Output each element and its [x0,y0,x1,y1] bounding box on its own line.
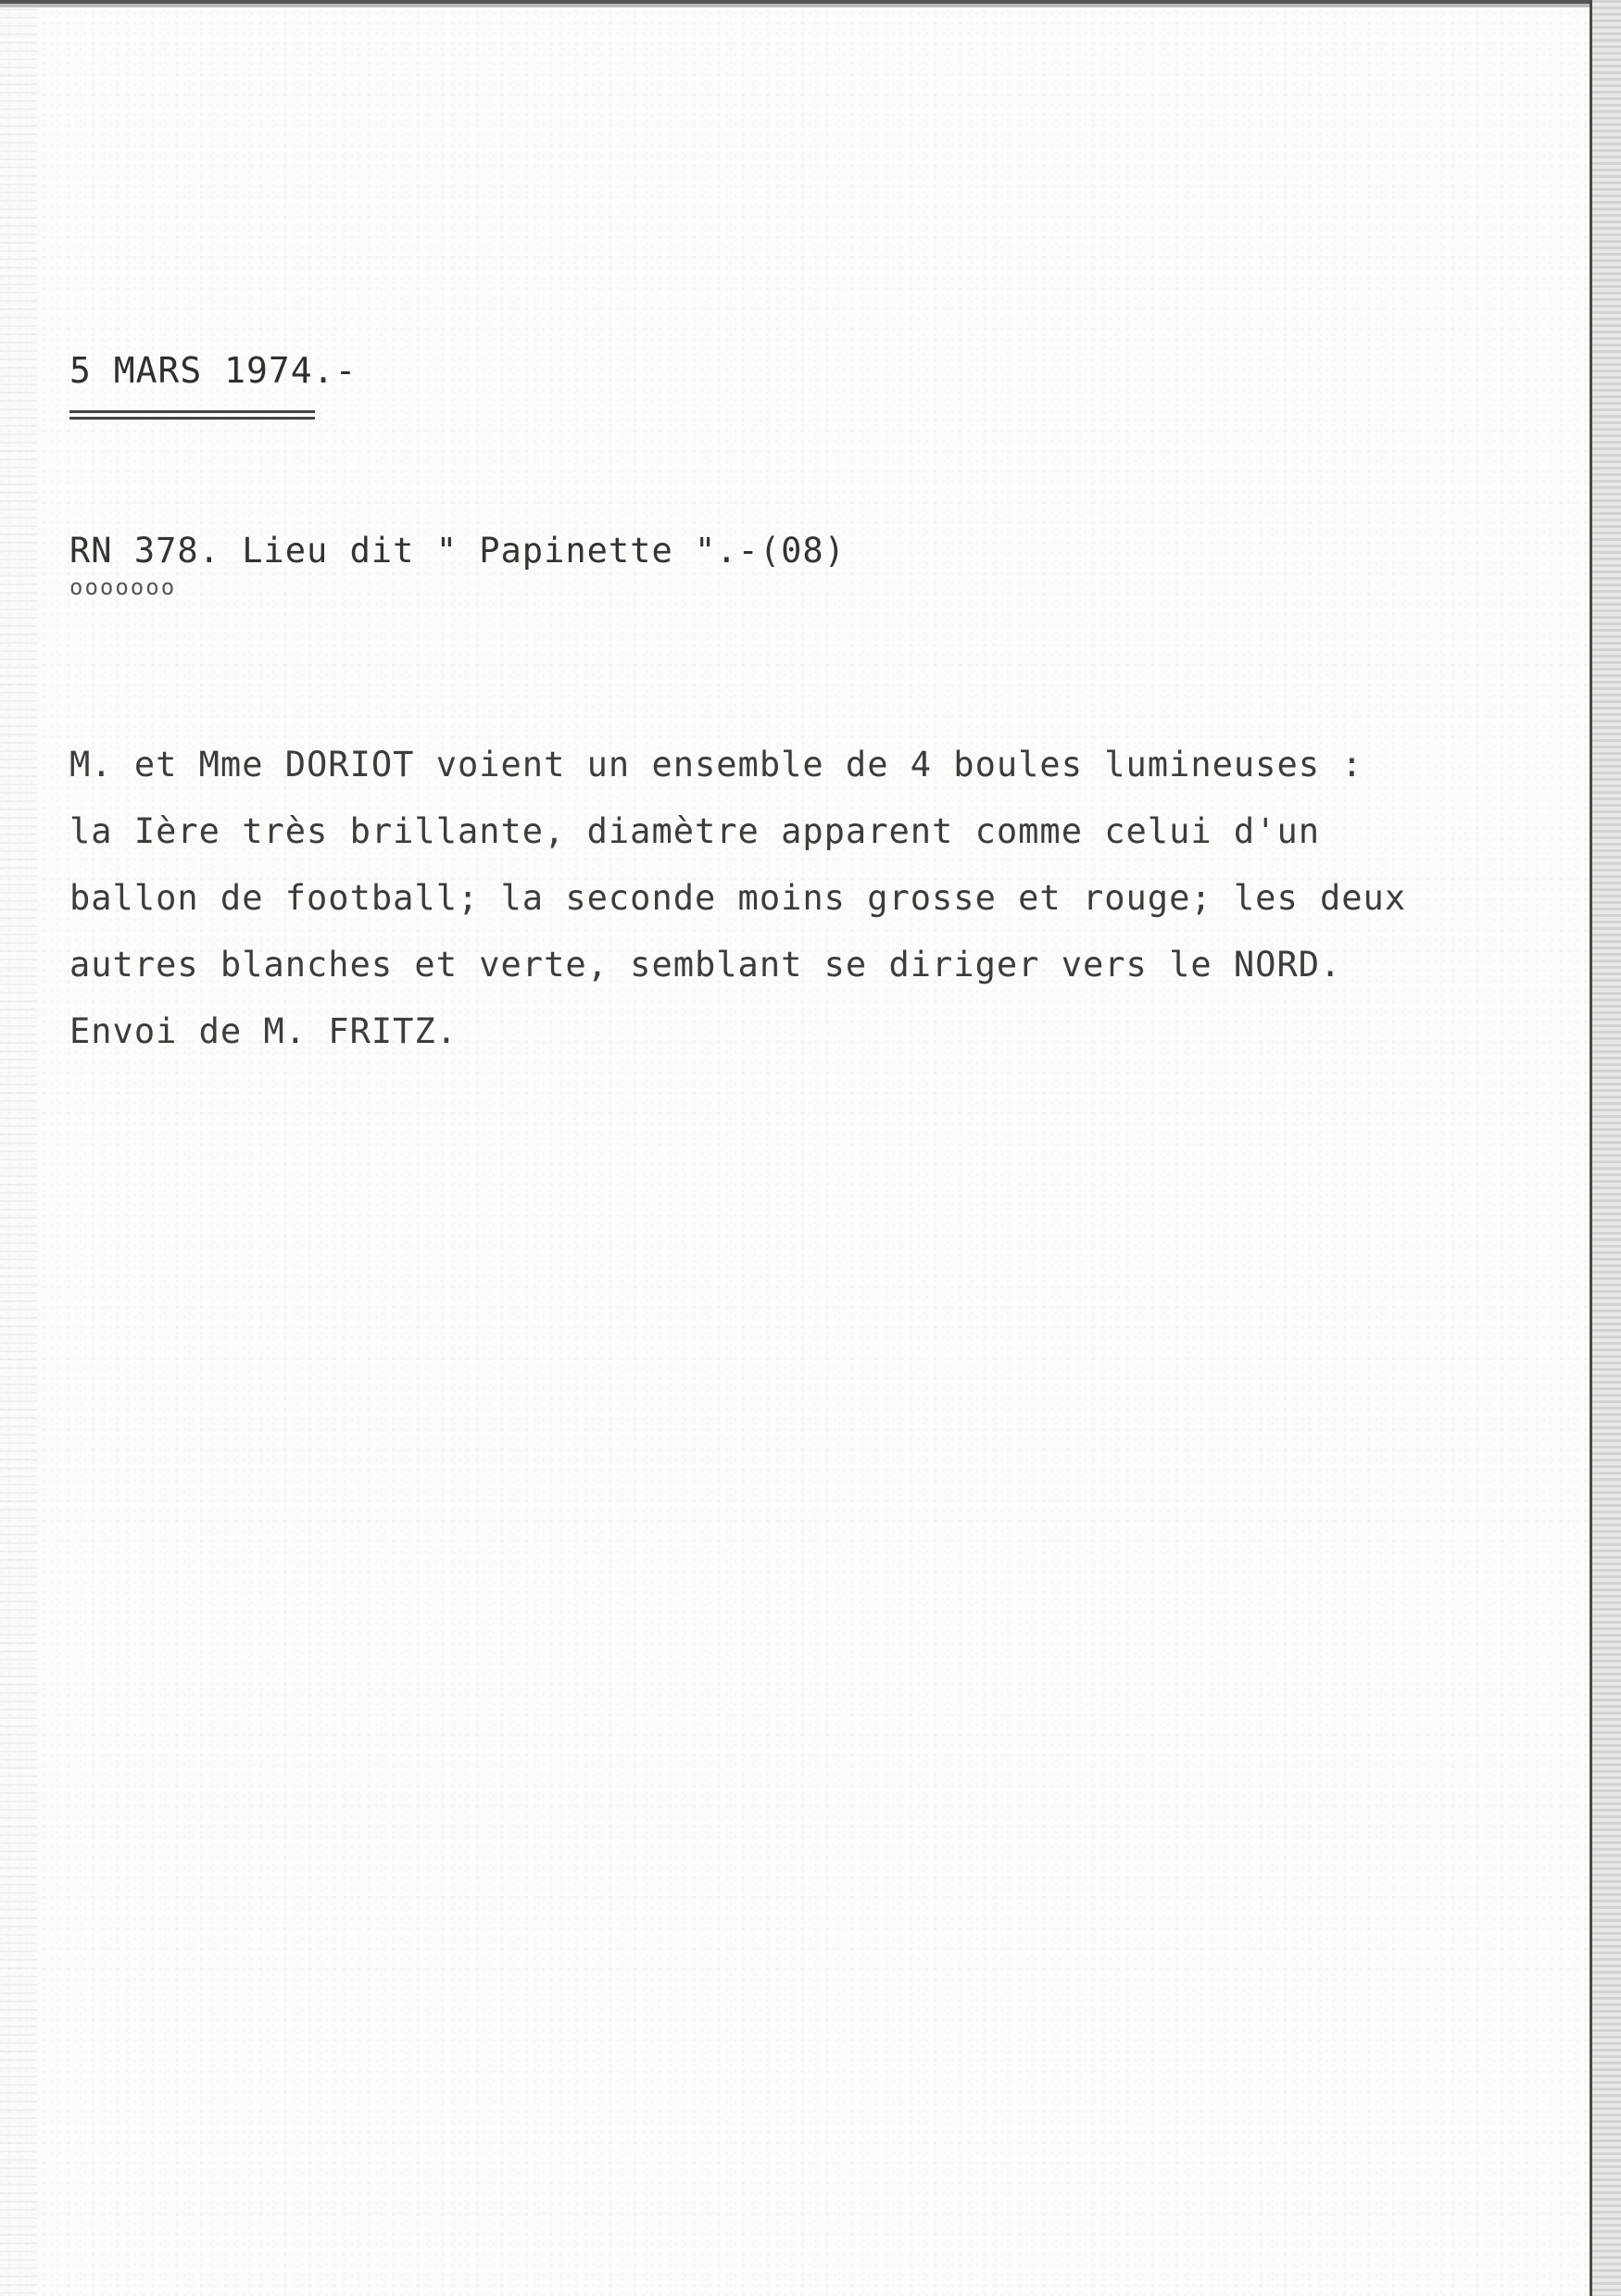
location-underline-marks: ooooooo [69,574,177,600]
body-line-5: Envoi de M. FRITZ. [69,1011,458,1051]
body-line-2: la Ière très brillante, diamètre apparent comme celui d'un [69,811,1321,851]
location-heading: RN 378. Lieu dit " Papinette ".-(08) [69,531,846,571]
date-heading: 5 MARS 1974.- [69,350,358,391]
scan-right-border [1590,0,1621,2296]
scan-top-border [0,0,1621,7]
body-line-3: ballon de football; la seconde moins grosse et rouge; les deux [69,878,1407,918]
body-line-4: autres blanches et verte, semblant se diriger vers le NORD. [69,945,1342,985]
report-body [69,732,1477,1065]
body-line-1: M. et Mme DORIOT voient un ensemble de 4 boules lumineuses : [69,745,1363,784]
scan-left-speckle [0,0,37,2296]
date-underline [69,410,315,420]
